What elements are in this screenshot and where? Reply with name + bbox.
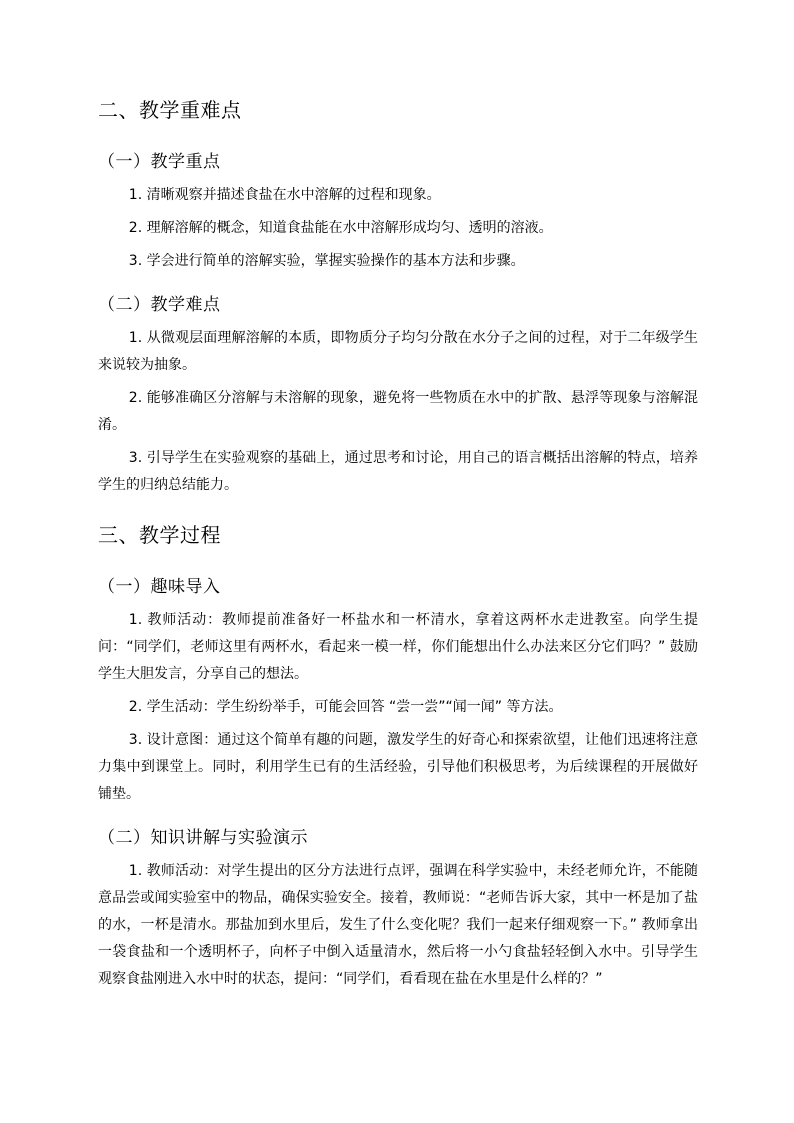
subheading-key-points: （一）教学重点 [98,152,221,172]
paragraph-intro-design-intent: 3. 设计意图：通过这个简单有趣的问题，激发学生的好奇心和探索欲望，让他们迅速将注意力集中到课堂上。同时，利用学生已有的生活经验，引导他们积极思考，为后续课程的开展做好铺垫。 [98,732,698,802]
paragraph-intro-teacher-activity: 1. 教师活动：教师提前准备好一杯盐水和一杯清水，拿着这两杯水走进教室。向学生提问：“同学们，老师这里有两杯水，看起来一模一样，你们能想出什么办法来区分它们吗？” 鼓励学生大胆发言，分享自己的想法。 [98,612,698,682]
paragraph-key-point-1: 1. 清晰观察并描述食盐在水中溶解的过程和现象。 [128,187,441,203]
subheading-fun-introduction: （一）趣味导入 [98,577,221,597]
paragraph-experiment-teacher-activity: 1. 教师活动：对学生提出的区分方法进行点评，强调在科学实验中，未经老师允许，不能随意品尝或闻实验室中的物品，确保实验安全。接着，教师说：“老师告诉大家，其中一杯是加了盐的水，一杯是清水。那盐加到水里后，发生了什么变化呢？我们一起来仔细观察一下。” 教师拿出一袋食盐和一个透明杯子，向杯子中倒入适量清水，然后将一小勺食盐轻轻倒入水中。引导学生观察食盐刚进入水中时的状态，提问：“同学们，看看现在盐在水里是什么样的？” [98,863,698,987]
paragraph-key-point-3: 3. 学会进行简单的溶解实验，掌握实验操作的基本方法和步骤。 [128,253,525,269]
paragraph-difficult-point-3: 3. 引导学生在实验观察的基础上，通过思考和讨论，用自己的语言概括出溶解的特点，培养学生的归纳总结能力。 [98,450,698,493]
document-body [98,92,698,993]
paragraph-intro-student-activity: 2. 学生活动：学生纷纷举手，可能会回答 “尝一尝”“闻一闻” 等方法。 [128,699,563,715]
subheading-knowledge-experiment: （二）知识讲解与实验演示 [98,828,308,848]
paragraph-difficult-point-1: 1. 从微观层面理解溶解的本质，即物质分子均匀分散在水分子之间的过程，对于二年级学生来说较为抽象。 [98,330,698,373]
section-heading-teaching-process: 三、教学过程 [98,523,221,547]
section-heading-key-difficult-points: 二、教学重难点 [98,98,242,122]
paragraph-key-point-2: 2. 理解溶解的概念，知道食盐能在水中溶解形成均匀、透明的溶液。 [128,220,553,236]
paragraph-difficult-point-2: 2. 能够准确区分溶解与未溶解的现象，避免将一些物质在水中的扩散、悬浮等现象与溶解混淆。 [98,390,698,433]
subheading-difficult-points: （二）教学难点 [98,295,221,315]
